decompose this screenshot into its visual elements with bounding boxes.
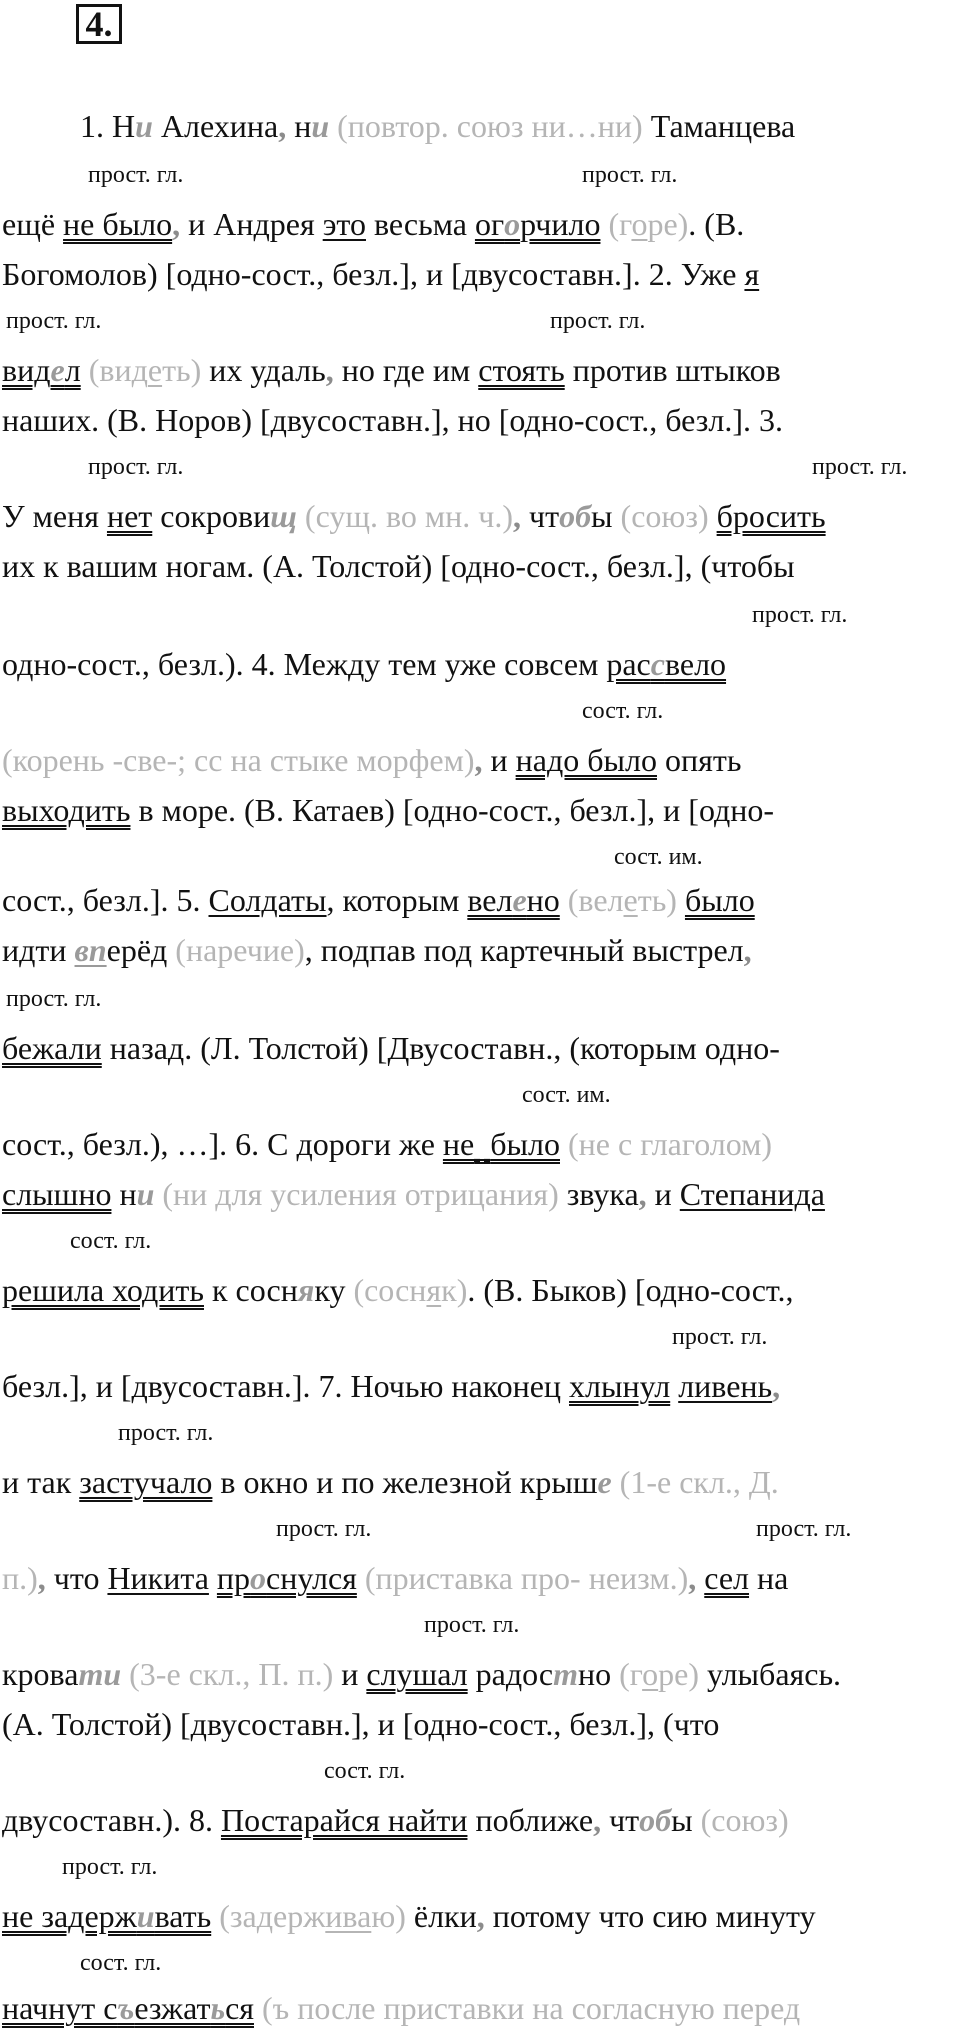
predicate-type-label: прост. гл. <box>550 308 646 334</box>
text-line: (А. Толстой) [двусоставн.], и [одно-сост., безл.], (что <box>2 1706 720 1742</box>
predicate-type-label: сост. им. <box>522 1082 611 1108</box>
exercise-number-box: 4. <box>76 4 122 44</box>
text-line: начнут съезжаться (ъ после приставки на согласную перед <box>2 1990 801 2026</box>
annotation-row <box>0 1756 960 1786</box>
predicate-type-label: прост. гл. <box>88 162 184 188</box>
predicate-type-label: сост. гл. <box>324 1758 406 1784</box>
predicate-type-label: прост. гл. <box>672 1324 768 1350</box>
text-line: Богомолов) [одно-сост., безл.], и [двусоставн.]. 2. Уже я <box>2 256 760 292</box>
annotation-row <box>0 1322 960 1352</box>
predicate-type-label: прост. гл. <box>276 1516 372 1542</box>
annotation-row <box>0 842 960 872</box>
annotation-row <box>0 600 960 630</box>
annotation-row <box>0 1514 960 1544</box>
text-line: 1. Ни Алехина, ни (повтор. союз ни…ни) Таманцева <box>80 108 796 144</box>
annotation-row <box>0 1610 960 1640</box>
annotation-row <box>0 160 960 190</box>
annotation-row <box>0 452 960 482</box>
text-line: сост., безл.]. 5. Солдаты, которым велено (велеть) было <box>2 882 755 918</box>
predicate-type-label: сост. гл. <box>80 1950 162 1976</box>
text-line: идти вперёд (наречие), подпав под картечный выстрел, <box>2 932 752 968</box>
predicate-type-label: сост. гл. <box>70 1228 152 1254</box>
annotation-row <box>0 984 960 1014</box>
text-line: и так застучало в окно и по железной крыше (1-е скл., Д. <box>2 1464 779 1500</box>
text-line: бежали назад. (Л. Толстой) [Двусоставн., (которым одно- <box>2 1030 780 1066</box>
text-line: видел (видеть) их удаль, но где им стоять против штыков <box>2 352 781 388</box>
predicate-type-label: прост. гл. <box>424 1612 520 1638</box>
text-line: сост., безл.), …]. 6. С дороги же не было (не с глаголом) <box>2 1126 773 1162</box>
text-line: двусоставн.). 8. Постарайся найти поближе, чтобы (союз) <box>2 1802 789 1838</box>
text-line: У меня нет сокровищ (сущ. во мн. ч.), чтобы (союз) бросить <box>2 498 826 534</box>
predicate-type-label: прост. гл. <box>756 1516 852 1542</box>
annotation-row <box>0 1080 960 1110</box>
annotation-row <box>0 306 960 336</box>
text-line: выходить в море. (В. Катаев) [одно-сост., безл.], и [одно- <box>2 792 775 828</box>
predicate-type-label: прост. гл. <box>118 1420 214 1446</box>
annotation-row <box>0 1948 960 1978</box>
text-line: безл.], и [двусоставн.]. 7. Ночью наконец хлынул ливень, <box>2 1368 781 1404</box>
annotation-row <box>0 1852 960 1882</box>
predicate-type-label: сост. им. <box>614 844 703 870</box>
text-line: одно-сост., безл.). 4. Между тем уже совсем рассвело <box>2 646 727 682</box>
predicate-type-label: прост. гл. <box>6 308 102 334</box>
annotation-row <box>0 1226 960 1256</box>
predicate-type-label: прост. гл. <box>582 162 678 188</box>
text-line: решила ходить к сосняку (сосняк). (В. Быков) [одно-сост., <box>2 1272 794 1308</box>
text-line: слышно ни (ни для усиления отрицания) звука, и Степанида <box>2 1176 825 1212</box>
text-line: наших. (В. Норов) [двусоставн.], но [одно-сост., безл.]. 3. <box>2 402 784 438</box>
text-line: (корень -све-; сс на стыке морфем), и надо было опять <box>2 742 742 778</box>
predicate-type-label: прост. гл. <box>62 1854 158 1880</box>
text-line: их к вашим ногам. (А. Толстой) [одно-сост., безл.], (чтобы <box>2 548 795 584</box>
predicate-type-label: прост. гл. <box>6 986 102 1012</box>
text-line: ещё не было, и Андрея это весьма огорчило (горе). (В. <box>2 206 745 242</box>
predicate-type-label: прост. гл. <box>752 602 848 628</box>
predicate-type-label: сост. гл. <box>582 698 664 724</box>
annotation-row <box>0 696 960 726</box>
predicate-type-label: прост. гл. <box>812 454 908 480</box>
annotation-row <box>0 1418 960 1448</box>
text-line: п.), что Никита проснулся (приставка про- неизм.), сел на <box>2 1560 789 1596</box>
predicate-type-label: прост. гл. <box>88 454 184 480</box>
text-line: кровати (3-е скл., П. п.) и слушал радостно (горе) улыбаясь. <box>2 1656 842 1692</box>
text-line: не задерживать (задерживаю) ёлки, потому что сию минуту <box>2 1898 816 1934</box>
